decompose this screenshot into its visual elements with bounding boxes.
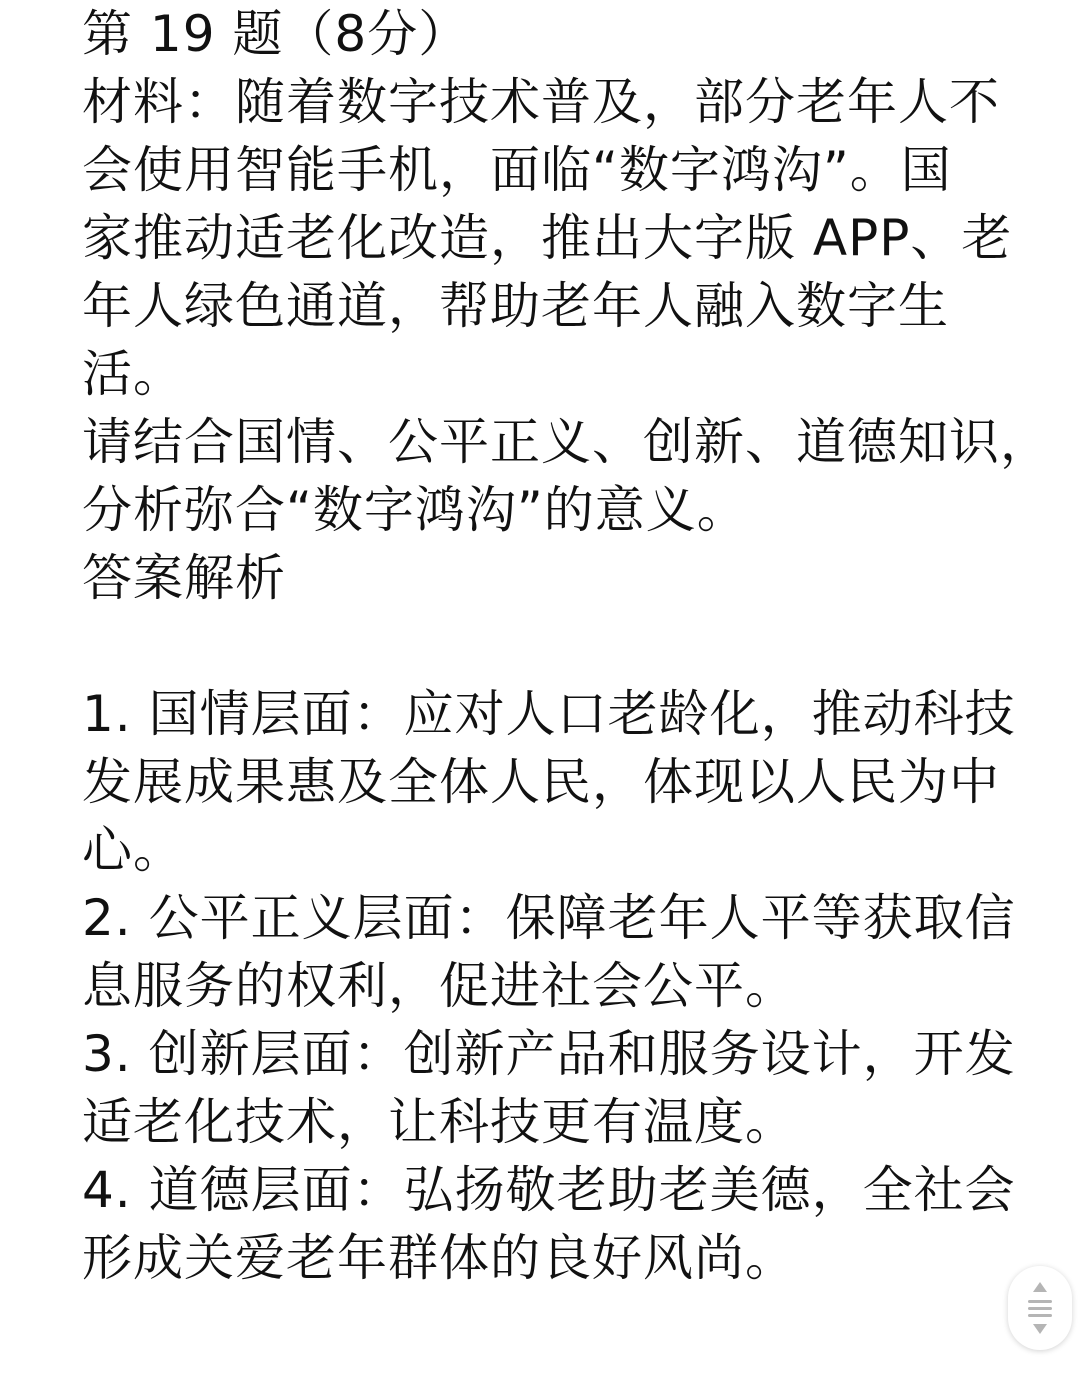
- answer-line: 心。: [82, 821, 184, 879]
- material-line: 材料：随着数字技术普及，部分老年人不: [82, 73, 1000, 131]
- scroll-handle-icon: [1023, 1278, 1057, 1338]
- answer-line: 4. 道德层面：弘扬敬老助老美德，全社会: [82, 1161, 1016, 1219]
- answer-item: [82, 1020, 1032, 1156]
- answer-line: 形成关爱老年群体的良好风尚。: [82, 1229, 796, 1287]
- answer-line: 2. 公平正义层面：保障老年人平等获取信: [82, 889, 1016, 947]
- answer-line: 适老化技术，让科技更有温度。: [82, 1093, 796, 1151]
- material-line: 家推动适老化改造，推出大字版 APP、老: [82, 209, 1013, 267]
- answer-line: 3. 创新层面：创新产品和服务设计，开发: [82, 1025, 1016, 1083]
- spacer: [82, 612, 1032, 680]
- material-line: 会使用智能手机，面临“数字鸿沟”。国: [82, 141, 952, 199]
- prompt-line: 分析弥合“数字鸿沟”的意义。: [82, 481, 748, 539]
- scroll-handle[interactable]: [1008, 1266, 1072, 1350]
- material-line: 年人绿色通道，帮助老年人融入数字生: [82, 277, 949, 335]
- answer-item: [82, 884, 1032, 1020]
- answer-line: 发展成果惠及全体人民，体现以人民为中: [82, 753, 1000, 811]
- answer-item: [82, 1156, 1032, 1292]
- answer-line: 1. 国情层面：应对人口老龄化，推动科技: [82, 685, 1016, 743]
- answer-line: 息服务的权利，促进社会公平。: [82, 957, 796, 1015]
- answer-heading: 答案解析: [82, 549, 286, 607]
- prompt-line: 请结合国情、公平正义、创新、道德知识，: [82, 413, 1051, 471]
- document-body: [82, 0, 1051, 1292]
- question-title: 第 19 题（8分）: [82, 5, 470, 63]
- material-line: 活。: [82, 345, 184, 403]
- answer-item: [82, 680, 1032, 884]
